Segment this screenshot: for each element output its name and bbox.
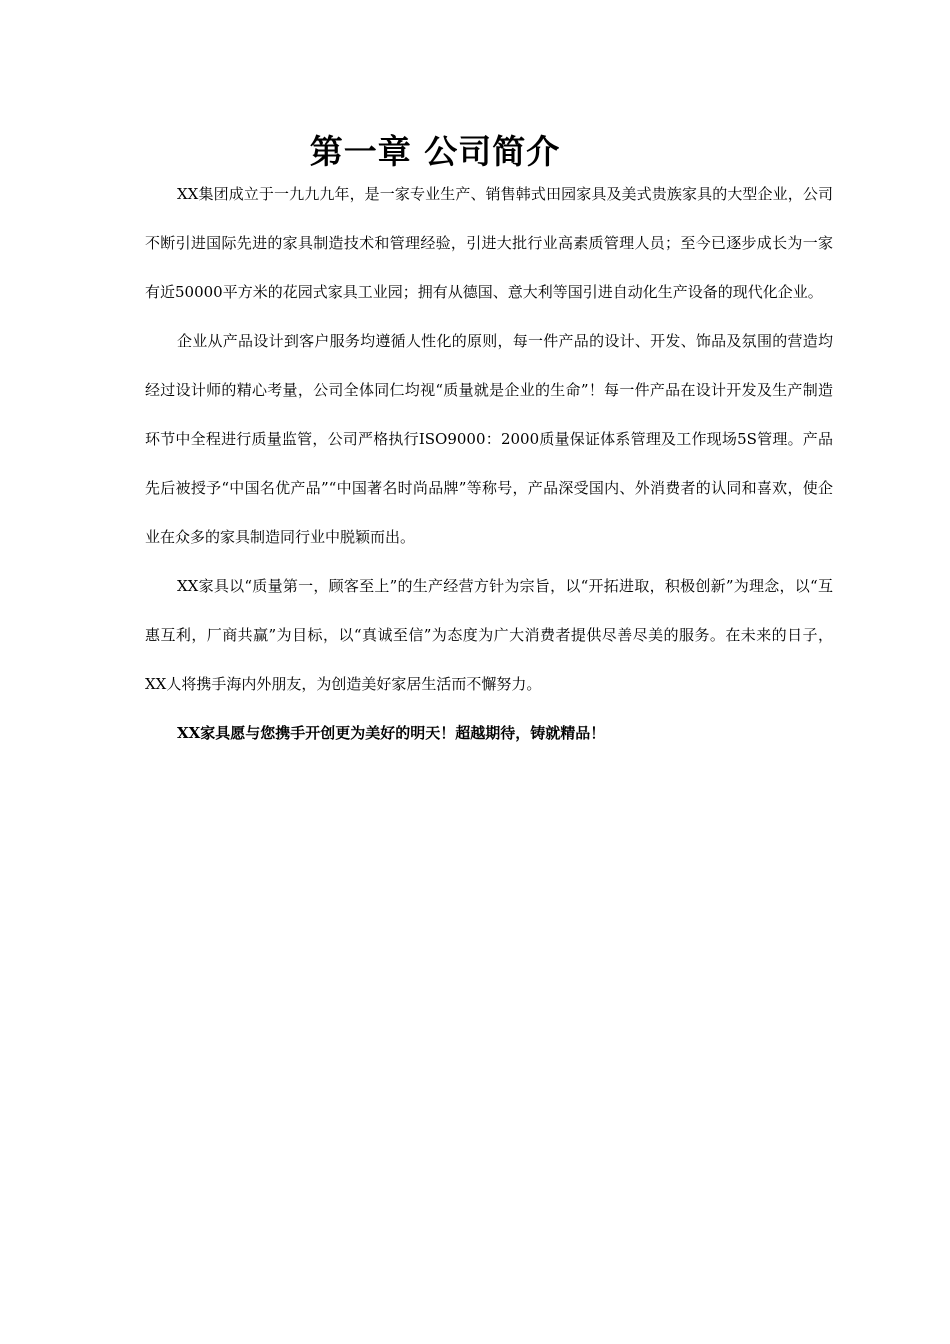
chapter-title: 第一章 公司简介 (309, 132, 561, 171)
body-text (145, 170, 833, 758)
closing-slogan: XX家具愿与您携手开创更为美好的明天！超越期待，铸就精品！ (177, 724, 606, 742)
paragraph-company-founding: XX集团成立于一九九九年，是一家专业生产、销售韩式田园家具及美式贵族家具的大型企业，公司不断引进国际先进的家具制造技术和管理经验，引进大批行业高素质管理人员；至今已逐步成长为一家有近50000平方米的花园式家具工业园；拥有从德国、意大利等国引进自动化生产设备的现代化企业。 (145, 185, 833, 301)
paragraph-quality-principles: 企业从产品设计到客户服务均遵循人性化的原则，每一件产品的设计、开发、饰品及氛围的营造均经过设计师的精心考量，公司全体同仁均视“质量就是企业的生命”！每一件产品在设计开发及生产制造环节中全程进行质量监管，公司严格执行ISO9000：2000质量保证体系管理及工作现场5S管理。产品先后被授予“中国名优产品”“中国著名时尚品牌”等称号，产品深受国内、外消费者的认同和喜欢，使企业在众多的家具制造同行业中脱颖而出。 (145, 332, 833, 546)
paragraph-business-philosophy: XX家具以“质量第一，顾客至上”的生产经营方针为宗旨，以“开拓进取，积极创新”为理念，以“互惠互利，厂商共赢”为目标，以“真诚至信”为态度为广大消费者提供尽善尽美的服务。在未来的日子，XX人将携手海内外朋友，为创造美好家居生活而不懈努力。 (145, 577, 833, 693)
